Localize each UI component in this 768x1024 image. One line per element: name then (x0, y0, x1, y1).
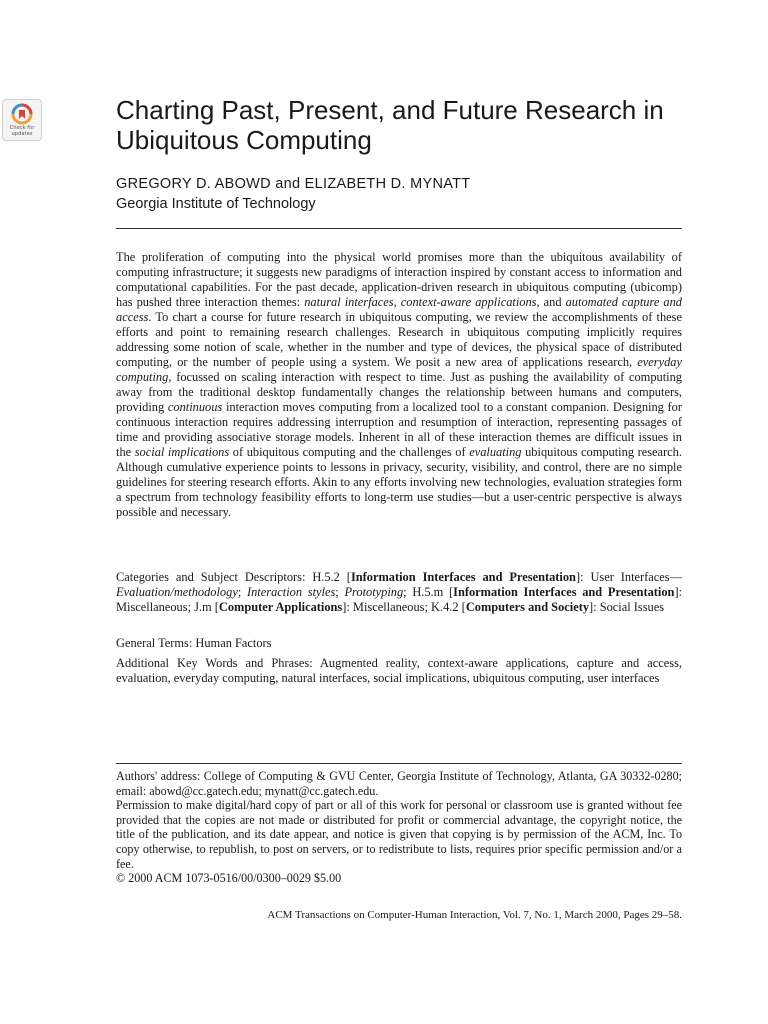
crossmark-icon (11, 103, 33, 125)
authors: GREGORY D. ABOWD and ELIZABETH D. MYNATT (116, 176, 471, 192)
keywords: Additional Key Words and Phrases: Augmented reality, context-aware applications, capture and access, evaluation, everyday computing, natural interfaces, social implications, ubiquitous computing, user interfaces (116, 656, 682, 685)
permission-notice: Permission to make digital/hard copy of part or all of this work for personal or classroom use is granted without fee provided that the copies are not made or distributed for profit or commercial advantage, the copyright notice, the title of the publication, and its date appear, and notice is given that copying is by permission of the ACM, Inc. To copy otherwise, to republish, to post on servers, or to redistribute to lists, requires prior specific permission and/or a fee. (116, 798, 682, 871)
check-for-updates-badge[interactable] (2, 99, 42, 141)
footnote-divider (116, 763, 682, 764)
authors-address: Authors' address: College of Computing & GVU Center, Georgia Institute of Technology, Atlanta, GA 30332-0280; email: abowd@cc.gatech.edu; mynatt@cc.gatech.edu. (116, 769, 682, 798)
general-terms: General Terms: Human Factors (116, 636, 272, 650)
journal-reference: ACM Transactions on Computer-Human Interaction, Vol. 7, No. 1, March 2000, Pages 29–58. (267, 909, 682, 921)
categories-descriptors: Categories and Subject Descriptors: H.5.2 [Information Interfaces and Presentation]: User Interfaces—Evaluation/methodology; Interaction styles; Prototyping; H.5.m [Information Interfaces and Presentation]: Miscellaneous; J.m [Computer Applications]: Miscellaneous; K.4.2 [Computers and Society]: Social Issues (116, 570, 683, 614)
copyright-line: © 2000 ACM 1073-0516/00/0300–0029 $5.00 (116, 871, 342, 886)
badge-label: Check for updates (9, 125, 35, 137)
affiliation: Georgia Institute of Technology (116, 196, 316, 212)
paper-title: Charting Past, Present, and Future Research in Ubiquitous Computing (116, 95, 664, 155)
abstract: The proliferation of computing into the physical world promises more than the ubiquitous availability of computing infrastructure; it suggests new paradigms of interaction inspired by constant access to information and computational capabilities. For the past decade, application-driven research in ubiquitous computing (ubicomp) has pushed three interaction themes: natural interfaces, context-aware applications, and automated capture and access. To chart a course for future research in ubiquitous computing, we review the accomplishments of these efforts and point to remaining research challenges. Research in ubiquitous computing implicitly requires addressing some notion of scale, whether in the number and type of devices, the physical space of distributed computing, or the number of people using a system. We posit a new area of applications research, everyday computing, focussed on scaling interaction with respect to time. Just as pushing the availability of computing away from the traditional desktop fundamentally changes the relationship between humans and computers, providing continuous interaction moves computing from a localized tool to a constant companion. Designing for continuous interaction requires addressing interruption and resumption of interaction, representing passages of time and providing associative storage models. Inherent in all of these interaction themes are difficult issues in the social implications of ubiquitous computing and the challenges of evaluating ubiquitous computing research. Although cumulative experience points to lessons in privacy, security, visibility, and control, there are no simple guidelines for steering research efforts. Akin to any efforts involving new technologies, evaluation strategies form a spectrum from technology feasibility efforts to long-term use studies—but a user-centric perspective is always possible and necessary. (116, 250, 683, 519)
title-divider (116, 228, 682, 229)
footnote (116, 769, 682, 886)
